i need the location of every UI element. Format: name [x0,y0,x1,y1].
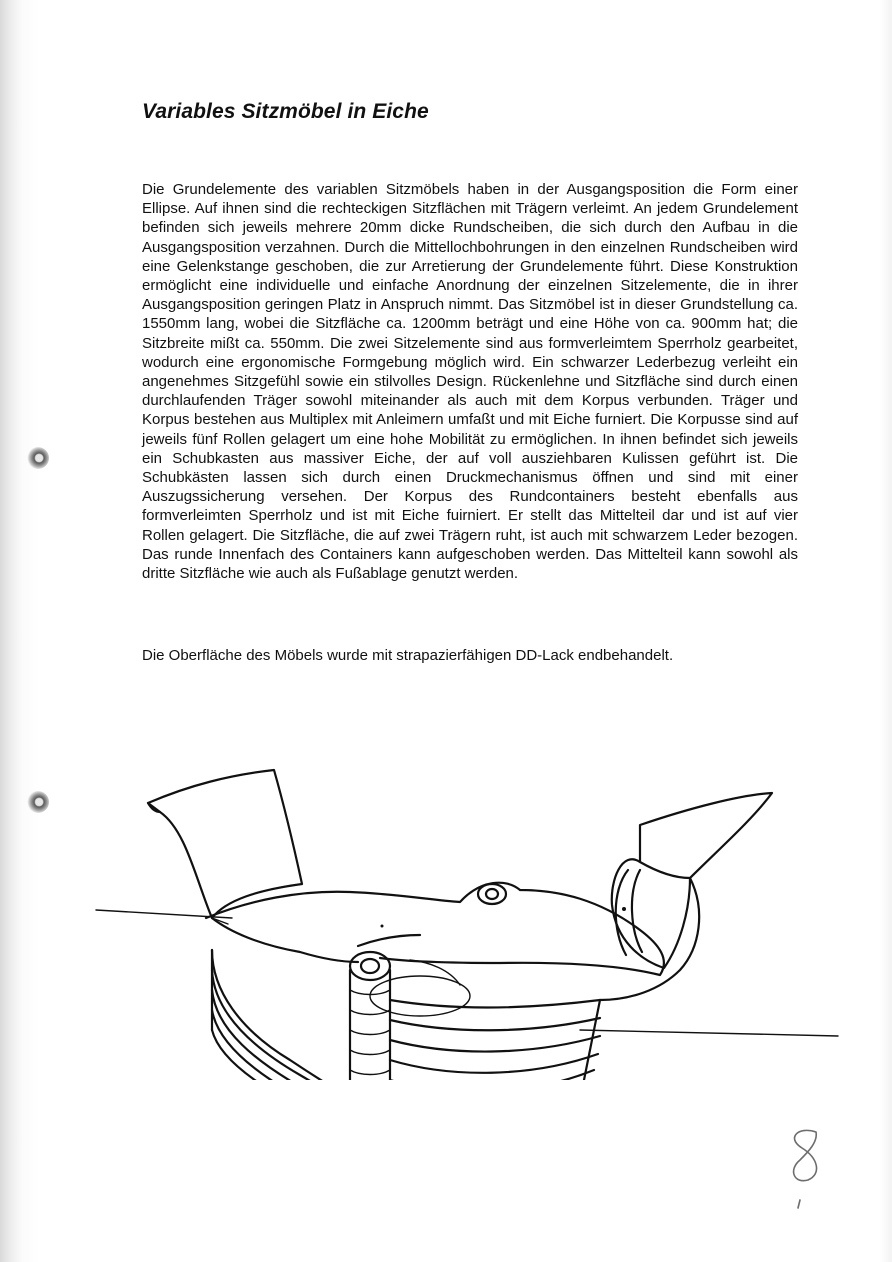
punch-hole-icon [27,447,49,469]
page-title: Variables Sitzmöbel in Eiche [142,100,429,123]
closing-line: Die Oberfläche des Möbels wurde mit strapazierfähigen DD-Lack endbehandelt. [142,647,674,664]
furniture-sketch-icon [0,760,892,1080]
page-number [778,1122,838,1212]
body-paragraph [142,180,798,583]
description-text: Die Grundelemente des variablen Sitzmöbels haben in der Ausgangsposition die Form einer Ellipse. Auf ihnen sind die rechteckigen Sitzflächen mit Trägern verleimt. An jedem Grundelement befinden sich jeweils mehrere 20mm dicke Rundscheiben, die sich durch den Aufbau in die Ausgangsposition verzahnen. Durch die Mittellochbohrungen in den einzelnen Rundscheiben wird eine Gelenkstange geschoben, die zur Arretierung der Grundelemente führt. Diese Konstruktion ermöglicht eine individuelle und einfache Anordnung der einzelnen Sitzelemente, die in ihrer Ausgangsposition geringen Platz in Anspruch nimmt. Das Sitzmöbel ist in dieser Grundstellung ca. 1550mm lang, wobei die Sitzfläche ca. 1200mm beträgt und eine Höhe von ca. 900mm hat; die Sitzbreite mißt ca. 550mm. Die zwei Sitzelemente sind aus formverleimtem Sperrholz gearbeitet, wodurch eine ergonomische Formgebung möglich wird. Ein schwarzer Lederbezug verleiht ein angenehmes Sitzgefühl sowie ein stilvolles Design. Rückenlehne und Sitzfläche sind durch einen durchlaufenden Träger sowohl miteinander als auch mit dem Korpus verbunden. Träger und Korpus bestehen aus Multiplex mit Anleimern umfaßt und mit Eiche furniert. Die Korpusse sind auf jeweils fünf Rollen gelagert um eine hohe Mobilität zu ermöglichen. In ihnen befindet sich jeweils ein Schubkasten aus massiver Eiche, der auf voll ausziehbaren Kulissen geführt ist. Die Schubkästen lassen sich durch einen Druckmechanismus öffnen und sind mit einer Auszugssicherung versehen. Der Korpus des Rundcontainers besteht ebenfalls aus formverleimten Sperrholz und ist mit Eiche fuirniert. Er stellt das Mittelteil dar und ist auf vier Rollen gelagert. Die Sitzfläche, die auf zwei Trägern ruht, ist auch mit schwarzem Leder bezogen. Das runde Innenfach des Containers kann aufgeschoben werden. Das Mittelteil kann sowohl als dritte Sitzfläche wie auch als Fußablage genutzt werden. [142,181,798,583]
